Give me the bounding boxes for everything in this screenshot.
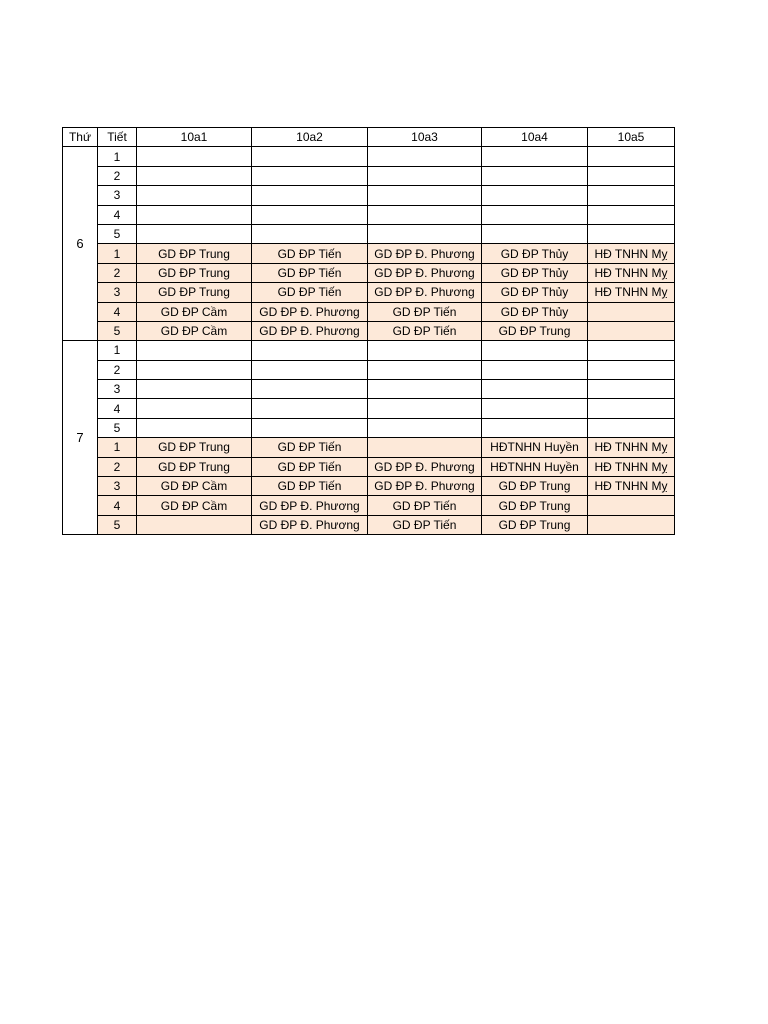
- lesson-cell: HĐTNHN Huyền: [482, 457, 588, 476]
- lesson-cell: [252, 360, 368, 379]
- lesson-cell: GD ĐP Trung: [137, 244, 252, 263]
- lesson-cell: [482, 147, 588, 166]
- table-row: [63, 263, 675, 282]
- table-row: [63, 418, 675, 437]
- lesson-cell: [137, 224, 252, 243]
- table-row: [63, 186, 675, 205]
- lesson-cell: [368, 224, 482, 243]
- lesson-cell: [588, 496, 675, 515]
- lesson-cell: [588, 205, 675, 224]
- lesson-cell: [368, 205, 482, 224]
- lesson-cell: GD ĐP Đ. Phương: [368, 263, 482, 282]
- lesson-cell: GD ĐP Tiến: [252, 457, 368, 476]
- lesson-cell: GD ĐP Cầm: [137, 321, 252, 340]
- header-thu: Thứ: [63, 128, 98, 147]
- header-class-10a3: 10a3: [368, 128, 482, 147]
- period-cell: 5: [98, 321, 137, 340]
- table-row: [63, 205, 675, 224]
- lesson-cell: HĐ TNHN Mỵ: [588, 438, 675, 457]
- lesson-cell: [588, 302, 675, 321]
- table-row: [63, 166, 675, 185]
- lesson-cell: GD ĐP Đ. Phương: [368, 477, 482, 496]
- lesson-cell: [368, 186, 482, 205]
- table-row: [63, 438, 675, 457]
- lesson-cell: GD ĐP Trung: [482, 321, 588, 340]
- lesson-cell: [252, 380, 368, 399]
- lesson-cell: [137, 515, 252, 534]
- lesson-cell: [252, 186, 368, 205]
- lesson-cell: [482, 341, 588, 360]
- lesson-cell: [368, 418, 482, 437]
- header-row: [63, 128, 675, 147]
- lesson-cell: [588, 360, 675, 379]
- table-row: [63, 515, 675, 534]
- lesson-cell: [368, 341, 482, 360]
- lesson-cell: HĐ TNHN Mỵ: [588, 477, 675, 496]
- lesson-cell: [588, 380, 675, 399]
- period-cell: 4: [98, 205, 137, 224]
- lesson-cell: GD ĐP Cầm: [137, 496, 252, 515]
- lesson-cell: GD ĐP Trung: [137, 263, 252, 282]
- period-cell: 1: [98, 147, 137, 166]
- period-cell: 3: [98, 380, 137, 399]
- lesson-cell: [137, 380, 252, 399]
- header-class-10a4: 10a4: [482, 128, 588, 147]
- schedule-table: [62, 127, 675, 535]
- header-tiet: Tiết: [98, 128, 137, 147]
- table-row: [63, 457, 675, 476]
- period-cell: 5: [98, 515, 137, 534]
- period-cell: 2: [98, 457, 137, 476]
- period-cell: 2: [98, 166, 137, 185]
- period-cell: 2: [98, 360, 137, 379]
- lesson-cell: [482, 166, 588, 185]
- lesson-cell: [482, 186, 588, 205]
- lesson-cell: [137, 166, 252, 185]
- lesson-cell: GD ĐP Trung: [137, 438, 252, 457]
- lesson-cell: [252, 418, 368, 437]
- lesson-cell: GD ĐP Tiến: [368, 302, 482, 321]
- lesson-cell: [588, 321, 675, 340]
- period-cell: 1: [98, 244, 137, 263]
- lesson-cell: GD ĐP Đ. Phương: [252, 302, 368, 321]
- lesson-cell: [137, 418, 252, 437]
- lesson-cell: GD ĐP Tiến: [252, 477, 368, 496]
- lesson-cell: [482, 360, 588, 379]
- lesson-cell: GD ĐP Thủy: [482, 263, 588, 282]
- lesson-cell: GD ĐP Tiến: [252, 438, 368, 457]
- lesson-cell: GD ĐP Tiến: [252, 283, 368, 302]
- lesson-cell: HĐ TNHN Mỵ: [588, 457, 675, 476]
- lesson-cell: [137, 360, 252, 379]
- lesson-cell: [137, 205, 252, 224]
- day-cell: 7: [63, 341, 98, 535]
- lesson-cell: GD ĐP Tiến: [368, 321, 482, 340]
- lesson-cell: GD ĐP Cầm: [137, 302, 252, 321]
- lesson-cell: GD ĐP Đ. Phương: [252, 321, 368, 340]
- table-row: [63, 244, 675, 263]
- lesson-cell: [368, 399, 482, 418]
- lesson-cell: GD ĐP Thủy: [482, 283, 588, 302]
- lesson-cell: HĐ TNHN Mỵ: [588, 283, 675, 302]
- lesson-cell: [252, 341, 368, 360]
- period-cell: 5: [98, 418, 137, 437]
- lesson-cell: GD ĐP Đ. Phương: [252, 515, 368, 534]
- header-class-10a5: 10a5: [588, 128, 675, 147]
- lesson-cell: GD ĐP Tiến: [252, 244, 368, 263]
- lesson-cell: [368, 147, 482, 166]
- lesson-cell: [588, 418, 675, 437]
- lesson-cell: [252, 224, 368, 243]
- lesson-cell: GD ĐP Cầm: [137, 477, 252, 496]
- table-row: [63, 302, 675, 321]
- lesson-cell: [588, 399, 675, 418]
- period-cell: 4: [98, 399, 137, 418]
- lesson-cell: [482, 380, 588, 399]
- lesson-cell: GD ĐP Đ. Phương: [368, 244, 482, 263]
- lesson-cell: [368, 166, 482, 185]
- lesson-cell: GD ĐP Thủy: [482, 244, 588, 263]
- lesson-cell: [482, 224, 588, 243]
- table-row: [63, 224, 675, 243]
- lesson-cell: [588, 224, 675, 243]
- table-row: [63, 341, 675, 360]
- lesson-cell: GD ĐP Thủy: [482, 302, 588, 321]
- period-cell: 1: [98, 438, 137, 457]
- lesson-cell: GD ĐP Trung: [482, 496, 588, 515]
- period-cell: 5: [98, 224, 137, 243]
- header-class-10a2: 10a2: [252, 128, 368, 147]
- lesson-cell: [368, 360, 482, 379]
- period-cell: 4: [98, 496, 137, 515]
- lesson-cell: [252, 205, 368, 224]
- lesson-cell: [137, 186, 252, 205]
- lesson-cell: [368, 438, 482, 457]
- lesson-cell: GD ĐP Trung: [482, 515, 588, 534]
- table-row: [63, 360, 675, 379]
- period-cell: 3: [98, 283, 137, 302]
- period-cell: 2: [98, 263, 137, 282]
- lesson-cell: GD ĐP Trung: [137, 283, 252, 302]
- lesson-cell: [588, 341, 675, 360]
- lesson-cell: [137, 147, 252, 166]
- lesson-cell: GD ĐP Đ. Phương: [368, 457, 482, 476]
- table-row: [63, 399, 675, 418]
- lesson-cell: GD ĐP Trung: [482, 477, 588, 496]
- period-cell: 3: [98, 186, 137, 205]
- lesson-cell: [252, 166, 368, 185]
- lesson-cell: [137, 341, 252, 360]
- period-cell: 1: [98, 341, 137, 360]
- lesson-cell: GD ĐP Tiến: [368, 496, 482, 515]
- schedule-body: [63, 147, 675, 535]
- day-cell: 6: [63, 147, 98, 341]
- lesson-cell: [588, 515, 675, 534]
- table-row: [63, 380, 675, 399]
- lesson-cell: GD ĐP Đ. Phương: [252, 496, 368, 515]
- table-row: [63, 283, 675, 302]
- lesson-cell: GD ĐP Đ. Phương: [368, 283, 482, 302]
- lesson-cell: [252, 399, 368, 418]
- table-row: [63, 477, 675, 496]
- period-cell: 3: [98, 477, 137, 496]
- header-class-10a1: 10a1: [137, 128, 252, 147]
- table-row: [63, 321, 675, 340]
- lesson-cell: [368, 380, 482, 399]
- lesson-cell: [137, 399, 252, 418]
- lesson-cell: HĐTNHN Huyền: [482, 438, 588, 457]
- table-row: [63, 147, 675, 166]
- lesson-cell: GD ĐP Tiến: [368, 515, 482, 534]
- lesson-cell: HĐ TNHN Mỵ: [588, 244, 675, 263]
- period-cell: 4: [98, 302, 137, 321]
- lesson-cell: [482, 399, 588, 418]
- lesson-cell: [482, 205, 588, 224]
- lesson-cell: [252, 147, 368, 166]
- lesson-cell: HĐ TNHN Mỵ: [588, 263, 675, 282]
- lesson-cell: [588, 147, 675, 166]
- lesson-cell: GD ĐP Tiến: [252, 263, 368, 282]
- lesson-cell: GD ĐP Trung: [137, 457, 252, 476]
- lesson-cell: [588, 186, 675, 205]
- table-row: [63, 496, 675, 515]
- lesson-cell: [588, 166, 675, 185]
- lesson-cell: [482, 418, 588, 437]
